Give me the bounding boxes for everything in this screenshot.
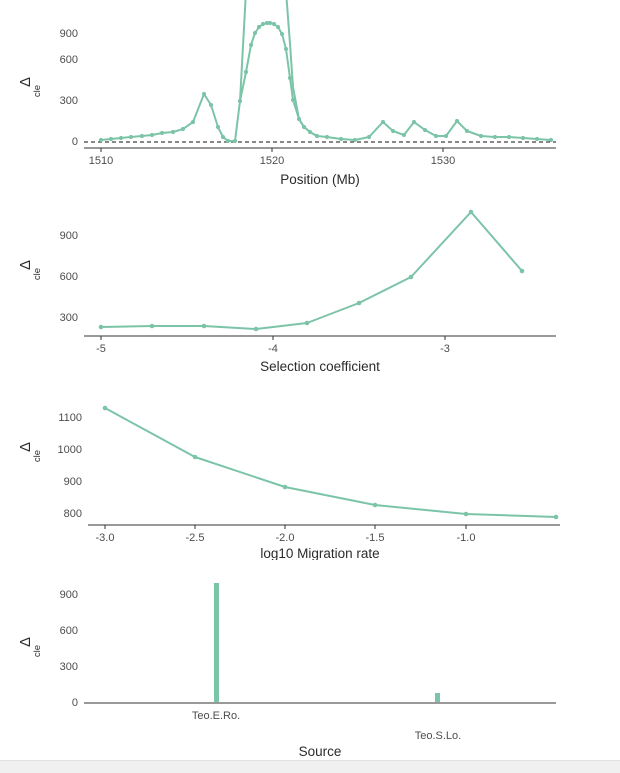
y-tick-1100: 1100	[58, 412, 82, 424]
bar-teo-s-lo	[435, 693, 440, 702]
y-tick-600: 600	[59, 54, 78, 66]
x-tick-neg25: -2.5	[185, 532, 205, 544]
x-tick-neg20: -2.0	[275, 532, 295, 544]
x-tick-neg30: -3.0	[95, 532, 115, 544]
y-tick-1000: 1000	[57, 444, 82, 456]
y-tick-0: 0	[71, 697, 78, 709]
x-tick-neg5: -5	[96, 343, 106, 355]
y-tick-300: 300	[59, 312, 78, 324]
y-tick-600: 600	[59, 625, 78, 637]
x-tick-1510: 1510	[88, 155, 114, 167]
y-axis-label-sub: cle	[32, 84, 43, 98]
x-tick-neg3: -3	[440, 343, 450, 355]
y-tick-900: 900	[63, 476, 82, 488]
source-panel-y-axis-label	[17, 637, 43, 657]
y-axis-label-sub: cle	[32, 449, 43, 463]
position-series-line	[101, 0, 551, 141]
y-axis-label-sub: cle	[32, 644, 43, 658]
source-plot	[0, 560, 620, 760]
position-panel-y-axis-label	[17, 77, 43, 97]
position-series-peak-line	[240, 23, 317, 136]
migration-series-line	[105, 408, 556, 517]
y-axis-label-delta: Δ	[17, 259, 34, 271]
migration-series-points	[103, 406, 559, 520]
migration-panel-x-axis-title: log10 Migration rate	[260, 546, 380, 560]
x-tick-neg10: -1.0	[456, 532, 476, 544]
y-axis-label-sub: cle	[32, 267, 43, 281]
footer-bar	[0, 760, 620, 773]
x-tick-1530: 1530	[430, 155, 456, 167]
source-panel-x-axis-title: Source	[298, 744, 342, 759]
selection-panel-x-axis-title: Selection coefficient	[260, 359, 380, 374]
source-panel	[0, 560, 620, 760]
selection-series-points	[99, 210, 525, 332]
y-tick-0: 0	[71, 136, 78, 148]
y-tick-300: 300	[59, 661, 78, 673]
position-panel	[0, 0, 620, 190]
x-tick-neg4: -4	[268, 343, 278, 355]
position-panel-x-axis-title: Position (Mb)	[280, 172, 360, 187]
selection-coefficient-panel	[0, 190, 620, 375]
x-tick-neg15: -1.5	[365, 532, 385, 544]
y-axis-label-delta: Δ	[17, 636, 34, 648]
position-panel-plot	[0, 0, 620, 190]
y-axis-label-delta: Δ	[17, 76, 34, 88]
y-tick-900: 900	[59, 230, 78, 242]
migration-panel-y-axis-label	[17, 442, 43, 462]
x-tick-teo-s-lo: Teo.S.Lo.	[414, 730, 462, 742]
selection-series-line	[101, 212, 522, 329]
selection-panel-y-axis-label	[17, 260, 43, 280]
y-axis-label-delta: Δ	[17, 441, 34, 453]
migration-rate-plot	[0, 375, 620, 560]
selection-coefficient-plot	[0, 190, 620, 375]
y-tick-900: 900	[59, 28, 78, 40]
x-tick-1520: 1520	[259, 155, 285, 167]
migration-rate-panel	[0, 375, 620, 560]
y-tick-800: 800	[63, 508, 82, 520]
y-tick-900: 900	[59, 589, 78, 601]
bar-teo-e-ro	[214, 583, 219, 702]
y-tick-600: 600	[59, 271, 78, 283]
y-tick-300: 300	[59, 95, 78, 107]
x-tick-teo-e-ro: Teo.E.Ro.	[191, 710, 241, 722]
